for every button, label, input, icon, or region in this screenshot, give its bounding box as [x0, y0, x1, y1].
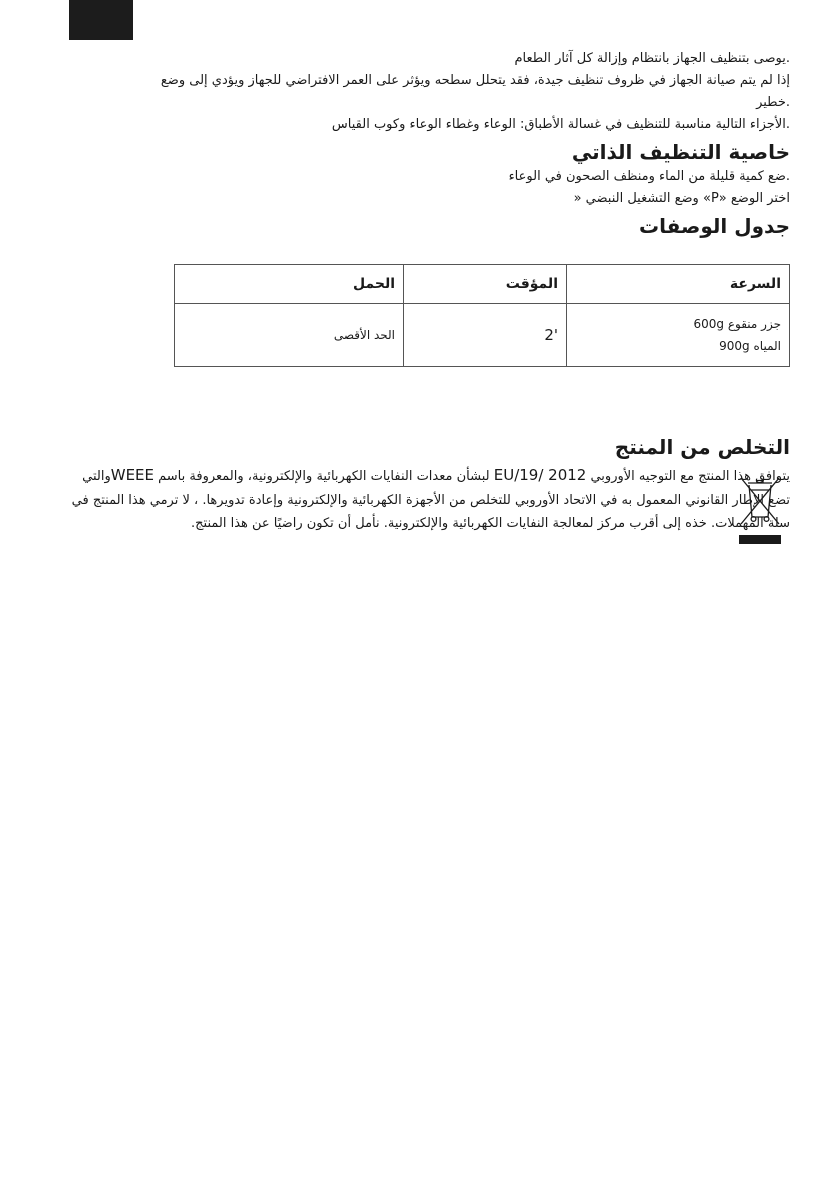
timer-value: 2' [544, 325, 558, 344]
table-row [175, 304, 790, 367]
disposal-paragraph [70, 464, 790, 536]
disposal-text: والتي تضع الإطار القانوني المعمول به في الاتحاد الأوروبي للتخلص من الأجهزة الكهربائية والإلكترونية وإعادة تدويرها. ، لا ترمي هذا المنتج في سلة المهملات. خذه إلى أقرب مركز لمعالجة النفايات الكهربائية والإلكترونية. نأمل أن تكون راضيًا عن هذا المنتج. [71, 469, 790, 531]
directive-number: EU/19/ 2012 [493, 466, 587, 484]
cleaning-paragraph [45, 48, 790, 136]
weee-acronym: WEEE [110, 466, 154, 484]
self-cleaning-line: اختر الوضع «P» وضع التشغيل النبضي « [573, 191, 790, 206]
timer-header: المؤقت [404, 265, 567, 304]
crossed-out-wheelie-bin-icon [737, 474, 783, 546]
ingredient-line: جزر منقوع 600g [693, 317, 781, 331]
load-header: الحمل [175, 265, 404, 304]
load-cell: الحد الأقصى [175, 304, 404, 367]
disposal-text: يتوافق هذا المنتج مع التوجيه الأوروبي [586, 469, 790, 484]
self-cleaning-paragraph [45, 166, 790, 210]
ingredient-line: المياه 900g [719, 339, 781, 353]
cleaning-line: إذا لم يتم صيانة الجهاز في ظروف تنظيف جيدة، فقد يتحلل سطحه ويؤثر على العمر الافتراضي للجهاز ويؤدي إلى وضع [160, 73, 790, 88]
self-cleaning-heading: خاصية التنظيف الذاتي [571, 140, 790, 164]
disposal-text: لبشأن معدات النفايات الكهربائية والإلكترونية، والمعروفة باسم [154, 469, 494, 484]
cleaning-line: .الأجزاء التالية مناسبة للتنظيف في غسالة الأطباق: الوعاء وغطاء الوعاء وكوب القياس [331, 117, 790, 132]
recipes-table [174, 264, 790, 367]
speed-cell [567, 304, 790, 367]
self-cleaning-line: .ضع كمية قليلة من الماء ومنظف الصحون في الوعاء [508, 169, 790, 184]
cleaning-line: .خطير [756, 95, 790, 110]
speed-header: السرعة [567, 265, 790, 304]
timer-cell [404, 304, 567, 367]
cleaning-line: .يوصى بتنظيف الجهاز بانتظام وإزالة كل آثار الطعام [514, 51, 790, 66]
table-header-row [175, 265, 790, 304]
recipes-heading: جدول الوصفات [639, 214, 790, 238]
disposal-heading: التخلص من المنتج [614, 435, 790, 459]
header-black-block [69, 0, 133, 40]
